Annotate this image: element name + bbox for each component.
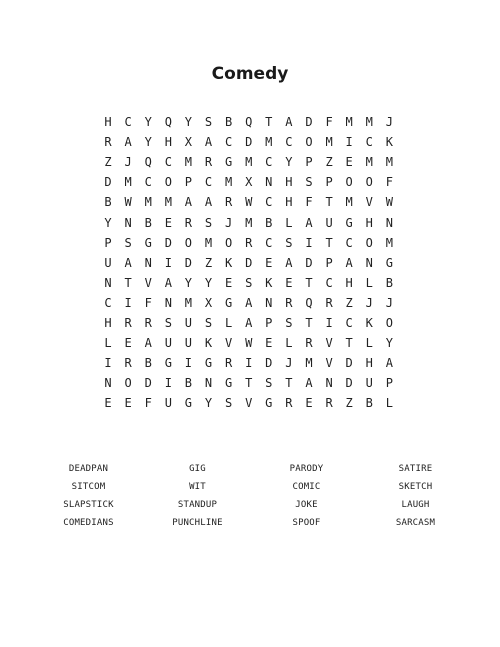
grid-letter: R bbox=[124, 315, 132, 330]
grid-letter: L bbox=[365, 275, 373, 290]
grid-letter: M bbox=[164, 195, 172, 210]
grid-letter: G bbox=[144, 235, 152, 250]
grid-letter: M bbox=[345, 115, 353, 130]
grid-letter: L bbox=[285, 336, 293, 351]
grid-letter: B bbox=[265, 215, 273, 230]
grid-letter: P bbox=[385, 376, 393, 391]
grid-letter: K bbox=[365, 315, 373, 330]
grid-letter: Q bbox=[305, 295, 313, 310]
grid-letter: G bbox=[224, 376, 233, 391]
grid-letter: A bbox=[345, 255, 353, 270]
grid-letter: N bbox=[265, 295, 273, 310]
grid-letter: T bbox=[305, 275, 313, 290]
grid-letter: E bbox=[285, 275, 293, 290]
grid-letter: M bbox=[184, 155, 193, 170]
grid-letter: E bbox=[124, 396, 132, 411]
grid-letter: R bbox=[325, 396, 333, 411]
grid-letter: V bbox=[144, 275, 152, 290]
grid-letter: Q bbox=[245, 115, 253, 130]
grid-letter: H bbox=[104, 115, 112, 130]
grid-letter: B bbox=[144, 356, 152, 371]
grid-letter: T bbox=[325, 235, 333, 250]
grid-letter: A bbox=[204, 135, 213, 150]
grid-letter: U bbox=[184, 315, 193, 330]
grid-letter: M bbox=[325, 135, 333, 150]
grid-letter: D bbox=[305, 115, 313, 130]
grid-letter: A bbox=[124, 255, 132, 270]
grid-letter: C bbox=[265, 155, 273, 170]
grid-letter: J bbox=[385, 295, 393, 310]
grid-letter: A bbox=[305, 376, 313, 391]
grid-letter: H bbox=[164, 135, 172, 150]
word-list-row bbox=[34, 478, 470, 496]
grid-letter: M bbox=[204, 235, 213, 250]
grid-letter: U bbox=[184, 336, 193, 351]
grid-letter: A bbox=[245, 295, 253, 310]
word-list-item: SARCASM bbox=[395, 518, 436, 528]
grid-letter: I bbox=[325, 315, 333, 330]
grid-letter: S bbox=[265, 376, 273, 391]
grid-letter: R bbox=[224, 195, 233, 210]
grid-letter: C bbox=[164, 155, 172, 170]
grid-letter: A bbox=[285, 115, 293, 130]
grid-letter: I bbox=[164, 255, 172, 270]
grid-letter: C bbox=[124, 115, 132, 130]
grid-letter: H bbox=[365, 215, 373, 230]
grid-letter: M bbox=[365, 115, 373, 130]
grid-letter: C bbox=[265, 235, 273, 250]
grid-letter: A bbox=[285, 255, 293, 270]
word-list-item: WIT bbox=[189, 482, 206, 492]
grid-letter: N bbox=[104, 275, 112, 290]
grid-letter: S bbox=[305, 175, 313, 190]
grid-letter: G bbox=[164, 356, 172, 371]
grid-letter: C bbox=[144, 175, 152, 190]
grid-letter: U bbox=[164, 336, 172, 351]
grid-letter: J bbox=[124, 155, 132, 170]
grid-letter: A bbox=[305, 215, 313, 230]
grid-letter: O bbox=[124, 376, 132, 391]
grid-letter: B bbox=[104, 195, 112, 210]
grid-letter: M bbox=[144, 195, 152, 210]
grid-row bbox=[98, 112, 400, 132]
grid-letter: P bbox=[184, 175, 193, 190]
grid-letter: J bbox=[365, 295, 373, 310]
grid-letter: M bbox=[385, 155, 393, 170]
grid-letter: A bbox=[164, 275, 172, 290]
grid-letter: B bbox=[385, 275, 393, 290]
grid-letter: Z bbox=[104, 155, 112, 170]
grid-letter: R bbox=[104, 135, 112, 150]
grid-row bbox=[98, 273, 400, 293]
grid-row bbox=[98, 353, 400, 373]
grid-letter: L bbox=[285, 215, 293, 230]
grid-letter: N bbox=[204, 376, 213, 391]
grid-letter: Y bbox=[204, 396, 213, 411]
word-list-item: GIG bbox=[189, 464, 206, 474]
grid-letter: C bbox=[265, 195, 273, 210]
grid-letter: Y bbox=[184, 115, 193, 130]
grid-letter: O bbox=[365, 235, 373, 250]
grid-letter: R bbox=[305, 336, 313, 351]
grid-letter: W bbox=[124, 195, 132, 210]
grid-letter: G bbox=[345, 215, 353, 230]
grid-letter: N bbox=[164, 295, 172, 310]
grid-letter: D bbox=[184, 255, 193, 270]
grid-letter: W bbox=[245, 195, 253, 210]
word-list-item: LAUGH bbox=[401, 500, 430, 510]
grid-letter: N bbox=[365, 255, 373, 270]
grid-letter: P bbox=[104, 235, 112, 250]
grid-letter: R bbox=[325, 295, 333, 310]
grid-row bbox=[98, 393, 400, 413]
grid-letter: R bbox=[184, 215, 193, 230]
grid-letter: E bbox=[265, 336, 273, 351]
grid-letter: H bbox=[104, 315, 112, 330]
word-list-item: SKETCH bbox=[398, 482, 433, 492]
grid-letter: S bbox=[245, 275, 253, 290]
grid-letter: P bbox=[305, 155, 313, 170]
grid-letter: F bbox=[325, 115, 333, 130]
grid-letter: H bbox=[285, 175, 293, 190]
grid-letter: Z bbox=[204, 255, 213, 270]
grid-letter: U bbox=[164, 396, 172, 411]
grid-letter: N bbox=[144, 255, 152, 270]
letter-grid bbox=[98, 112, 400, 413]
grid-letter: R bbox=[144, 315, 152, 330]
grid-letter: M bbox=[245, 215, 253, 230]
grid-letter: U bbox=[325, 215, 333, 230]
grid-letter: L bbox=[365, 336, 373, 351]
grid-letter: T bbox=[325, 195, 333, 210]
grid-letter: M bbox=[385, 235, 393, 250]
grid-letter: S bbox=[204, 215, 213, 230]
grid-letter: T bbox=[245, 376, 253, 391]
grid-letter: K bbox=[204, 336, 213, 351]
grid-letter: I bbox=[104, 356, 112, 371]
grid-letter: Q bbox=[144, 155, 152, 170]
grid-row bbox=[98, 233, 400, 253]
grid-letter: R bbox=[285, 295, 293, 310]
grid-letter: O bbox=[224, 235, 233, 250]
grid-letter: W bbox=[385, 195, 393, 210]
grid-row bbox=[98, 192, 400, 212]
grid-letter: G bbox=[224, 295, 233, 310]
grid-letter: E bbox=[265, 255, 273, 270]
grid-letter: C bbox=[104, 295, 112, 310]
grid-letter: O bbox=[184, 235, 193, 250]
grid-letter: I bbox=[164, 376, 172, 391]
word-list-item: SLAPSTICK bbox=[63, 500, 114, 510]
grid-letter: Y bbox=[184, 275, 193, 290]
grid-letter: K bbox=[224, 255, 233, 270]
grid-letter: M bbox=[184, 295, 193, 310]
grid-letter: Y bbox=[285, 155, 293, 170]
word-list-item: DEADPAN bbox=[68, 464, 109, 474]
grid-row bbox=[98, 212, 400, 232]
grid-letter: Z bbox=[345, 295, 353, 310]
grid-letter: C bbox=[325, 275, 333, 290]
grid-letter: Y bbox=[144, 135, 152, 150]
grid-letter: G bbox=[265, 396, 273, 411]
grid-letter: F bbox=[305, 195, 313, 210]
grid-letter: D bbox=[345, 356, 353, 371]
grid-letter: X bbox=[204, 295, 213, 310]
grid-letter: I bbox=[345, 135, 353, 150]
grid-letter: X bbox=[245, 175, 253, 190]
grid-letter: C bbox=[345, 235, 353, 250]
grid-letter: I bbox=[245, 356, 253, 371]
word-list-row bbox=[34, 514, 470, 532]
grid-letter: A bbox=[144, 336, 152, 351]
grid-letter: P bbox=[325, 255, 333, 270]
grid-letter: B bbox=[365, 396, 373, 411]
grid-letter: J bbox=[285, 356, 293, 371]
word-list-item: SITCOM bbox=[71, 482, 106, 492]
grid-letter: G bbox=[184, 396, 193, 411]
grid-letter: K bbox=[385, 135, 393, 150]
grid-letter: B bbox=[224, 115, 233, 130]
grid-letter: M bbox=[345, 195, 353, 210]
word-list-item: COMIC bbox=[292, 482, 321, 492]
grid-letter: O bbox=[385, 315, 393, 330]
grid-letter: D bbox=[245, 255, 253, 270]
grid-letter: P bbox=[325, 175, 333, 190]
grid-letter: E bbox=[345, 155, 353, 170]
grid-letter: O bbox=[345, 175, 353, 190]
grid-letter: S bbox=[164, 315, 172, 330]
grid-letter: E bbox=[224, 275, 233, 290]
grid-letter: N bbox=[325, 376, 333, 391]
grid-letter: X bbox=[184, 135, 193, 150]
page-title: Comedy bbox=[211, 64, 289, 84]
grid-letter: E bbox=[164, 215, 172, 230]
grid-letter: Z bbox=[325, 155, 333, 170]
grid-letter: V bbox=[245, 396, 253, 411]
grid-letter: O bbox=[365, 175, 373, 190]
grid-letter: T bbox=[285, 376, 293, 391]
grid-letter: S bbox=[285, 315, 293, 330]
grid-letter: A bbox=[385, 356, 393, 371]
word-list-item: JOKE bbox=[295, 500, 318, 510]
grid-row bbox=[98, 373, 400, 393]
grid-letter: A bbox=[124, 135, 132, 150]
word-list bbox=[34, 460, 470, 532]
grid-letter: D bbox=[104, 175, 112, 190]
grid-row bbox=[98, 152, 400, 172]
grid-letter: T bbox=[345, 336, 353, 351]
grid-row bbox=[98, 313, 400, 333]
grid-letter: C bbox=[285, 135, 293, 150]
grid-letter: S bbox=[285, 235, 293, 250]
grid-letter: V bbox=[325, 336, 333, 351]
grid-letter: N bbox=[104, 376, 112, 391]
grid-letter: C bbox=[224, 135, 233, 150]
grid-letter: D bbox=[164, 235, 172, 250]
grid-letter: R bbox=[224, 356, 233, 371]
grid-letter: D bbox=[305, 255, 313, 270]
grid-letter: Y bbox=[385, 336, 393, 351]
grid-letter: V bbox=[224, 336, 233, 351]
grid-letter: I bbox=[184, 356, 193, 371]
grid-letter: C bbox=[204, 175, 213, 190]
word-list-item: SATIRE bbox=[398, 464, 433, 474]
word-list-item: COMEDIANS bbox=[63, 518, 114, 528]
grid-row bbox=[98, 293, 400, 313]
grid-letter: N bbox=[265, 175, 273, 190]
grid-letter: O bbox=[164, 175, 172, 190]
grid-row bbox=[98, 172, 400, 192]
grid-row bbox=[98, 132, 400, 152]
grid-letter: R bbox=[245, 235, 253, 250]
grid-letter: B bbox=[144, 215, 152, 230]
grid-letter: Y bbox=[204, 275, 213, 290]
grid-letter: I bbox=[124, 295, 132, 310]
grid-row bbox=[98, 253, 400, 273]
grid-letter: R bbox=[204, 155, 213, 170]
grid-letter: D bbox=[265, 356, 273, 371]
grid-letter: T bbox=[305, 315, 313, 330]
grid-letter: Y bbox=[144, 115, 152, 130]
word-list-row bbox=[34, 460, 470, 478]
grid-letter: L bbox=[224, 315, 233, 330]
grid-letter: T bbox=[124, 275, 132, 290]
grid-letter: Y bbox=[104, 215, 112, 230]
grid-letter: D bbox=[245, 135, 253, 150]
grid-letter: I bbox=[305, 235, 313, 250]
grid-letter: R bbox=[124, 356, 132, 371]
grid-letter: H bbox=[365, 356, 373, 371]
grid-letter: S bbox=[204, 115, 213, 130]
word-list-item: PUNCHLINE bbox=[172, 518, 223, 528]
grid-letter: P bbox=[265, 315, 273, 330]
grid-letter: Z bbox=[345, 396, 353, 411]
grid-letter: S bbox=[204, 315, 213, 330]
grid-letter: H bbox=[285, 195, 293, 210]
grid-letter: C bbox=[365, 135, 373, 150]
grid-letter: G bbox=[204, 356, 213, 371]
grid-letter: A bbox=[245, 315, 253, 330]
grid-letter: E bbox=[305, 396, 313, 411]
grid-letter: N bbox=[385, 215, 393, 230]
grid-letter: K bbox=[265, 275, 273, 290]
grid-letter: J bbox=[385, 115, 393, 130]
grid-letter: E bbox=[104, 396, 112, 411]
grid-letter: D bbox=[144, 376, 152, 391]
grid-letter: A bbox=[204, 195, 213, 210]
grid-letter: F bbox=[144, 295, 152, 310]
grid-letter: W bbox=[245, 336, 253, 351]
grid-letter: U bbox=[365, 376, 373, 391]
grid-letter: M bbox=[305, 356, 313, 371]
grid-letter: M bbox=[124, 175, 132, 190]
word-list-item: STANDUP bbox=[177, 500, 218, 510]
grid-letter: M bbox=[365, 155, 373, 170]
grid-letter: L bbox=[104, 336, 112, 351]
grid-letter: M bbox=[224, 175, 233, 190]
grid-letter: S bbox=[124, 235, 132, 250]
grid-letter: E bbox=[124, 336, 132, 351]
grid-letter: L bbox=[385, 396, 393, 411]
grid-letter: F bbox=[144, 396, 152, 411]
grid-letter: M bbox=[245, 155, 253, 170]
grid-letter: V bbox=[365, 195, 373, 210]
grid-letter: C bbox=[345, 315, 353, 330]
grid-letter: B bbox=[184, 376, 193, 391]
grid-letter: A bbox=[184, 195, 193, 210]
grid-letter: G bbox=[224, 155, 233, 170]
grid-letter: D bbox=[345, 376, 353, 391]
grid-letter: H bbox=[345, 275, 353, 290]
grid-letter: J bbox=[224, 215, 233, 230]
grid-letter: U bbox=[104, 255, 112, 270]
grid-letter: Q bbox=[164, 115, 172, 130]
grid-letter: N bbox=[124, 215, 132, 230]
grid-letter: R bbox=[285, 396, 293, 411]
word-list-item: PARODY bbox=[289, 464, 324, 474]
grid-letter: S bbox=[224, 396, 233, 411]
word-list-row bbox=[34, 496, 470, 514]
grid-row bbox=[98, 333, 400, 353]
grid-letter: V bbox=[325, 356, 333, 371]
grid-letter: M bbox=[265, 135, 273, 150]
word-list-item: SPOOF bbox=[292, 518, 321, 528]
grid-letter: O bbox=[305, 135, 313, 150]
grid-letter: G bbox=[385, 255, 393, 270]
grid-letter: F bbox=[385, 175, 393, 190]
grid-letter: T bbox=[265, 115, 273, 130]
